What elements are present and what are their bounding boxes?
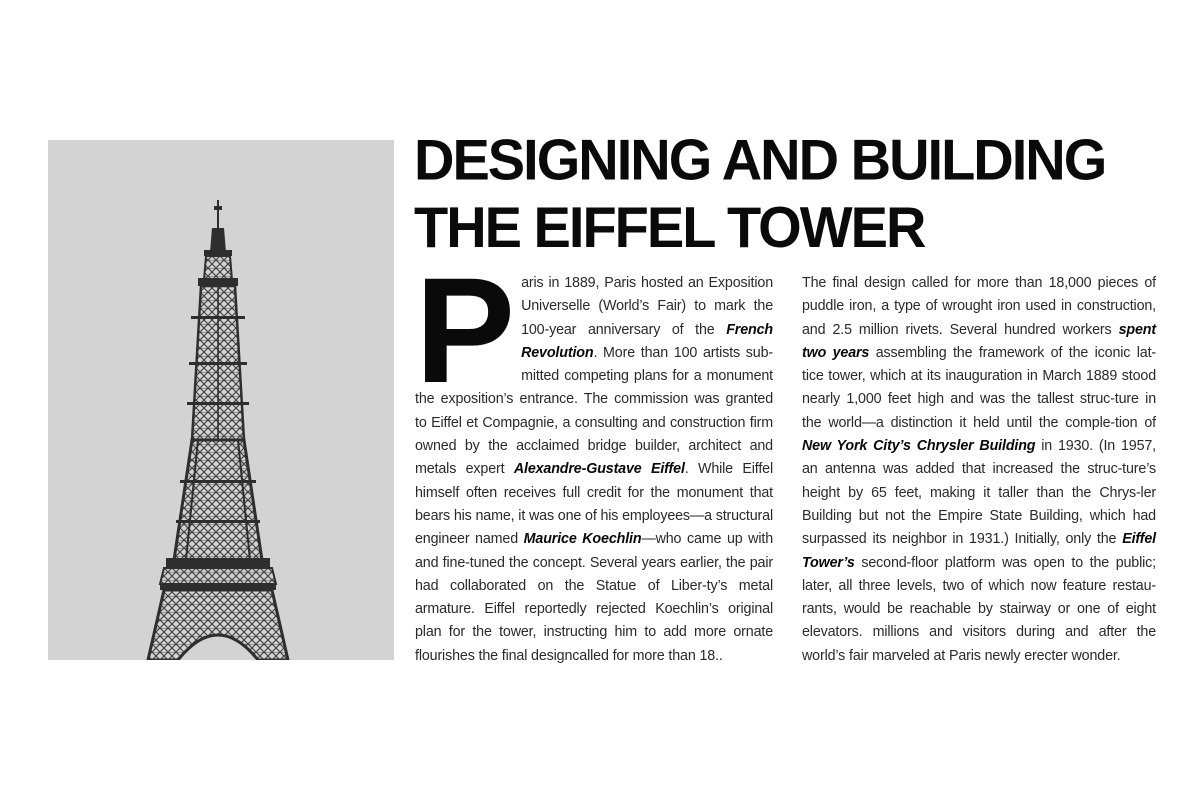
text-run: in 1930. (In 1957, an antenna was added that increased the struc-ture’s height by 65 feet, making it taller than the Chrys-ler Building but not the Empire State Building, which had surpassed its neighbor in 1931.) Initially, only the (802, 438, 1156, 548)
title-line-2: THE EIFFEL TOWER (414, 195, 925, 260)
drop-cap: P (415, 246, 512, 414)
article-title (414, 127, 1174, 262)
article-column-2 (798, 272, 1156, 668)
emphasis: Alexandre-Gustave Eiffel (513, 461, 685, 478)
emphasis: French Revolution (521, 321, 773, 361)
paragraph-2 (798, 272, 1156, 668)
text-run: . While Eiffel himself often receives full credit for the monument that bears his name, it was one of his employees—a structural engineer named (415, 461, 773, 548)
text-run: second-floor platform was open to the public; later, all three levels, two of which now feature restau-rants, would be reachable by stairway or one of eight elevators. millions and visitors during and after the world’s fair marveled at Paris newly erecter wonder. (802, 554, 1156, 664)
emphasis: spent two years (802, 321, 1156, 361)
text-run: assembling the framework of the iconic lat-tice tower, which at its inauguration in March 1889 stood nearly 1,000 feet high and was the tallest struc-ture in the world—a distinction it held until the comple-tion of (802, 344, 1157, 431)
text-run: aris in 1889, Paris hosted an Exposition Universelle (World’s Fair) to mark the 100-year anniversary of the (521, 275, 773, 338)
eiffel-tower-illustration (48, 140, 394, 660)
article-column-1 (415, 246, 773, 668)
emphasis: Maurice Koechlin (523, 531, 642, 548)
emphasis: New York City’s Chrysler Building (802, 438, 1036, 455)
text-run: . More than 100 artists sub-mitted competing plans for a monument the exposition’s entrance. The commission was granted to Eiffel et Compagnie, a consulting and construction firm owned by the acclaimed bridge builder, architect and metals expert (415, 344, 773, 478)
text-run: The final design called for more than 18,000 pieces of puddle iron, a type of wrought iron used in construction, and 2.5 million rivets. Several hundred workers (802, 275, 1156, 338)
eiffel-tower-photo (48, 140, 394, 660)
paragraph-1 (415, 246, 773, 668)
text-run: —who came up with and fine-tuned the concept. Several years earlier, the pair had collaborated on the Statue of Liber-ty’s metal armature. Eiffel reportedly rejected Koechlin’s original plan for the tower, instructing him to add more ornate flourishes the final designcalled for more than 18.. (415, 531, 773, 664)
emphasis: Eiffel Tower’s (802, 531, 1156, 571)
title-line-1: DESIGNING AND BUILDING (414, 127, 1106, 192)
